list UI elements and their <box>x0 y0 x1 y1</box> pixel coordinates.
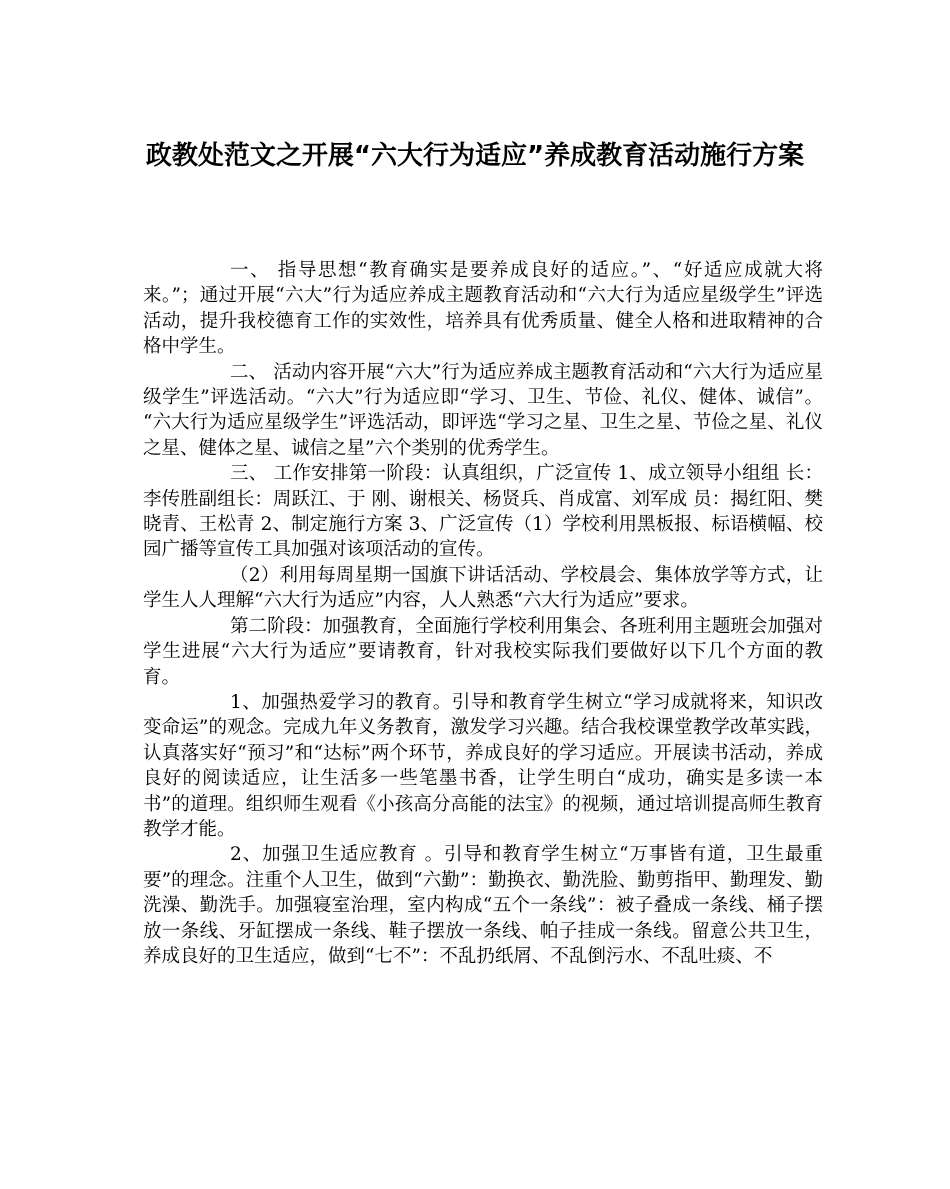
document-title: 政教处范文之开展“六大行为适应”养成教育活动施行方案 <box>145 141 805 171</box>
document-body <box>143 258 823 969</box>
paragraph-hygiene-education: 2、加强卫生适应教育 。引导和教育学生树立“万事皆有道，卫生最重要”的理念。注重个人卫生，做到“六勤”：勤换衣、勤洗脸、勤剪指甲、勤理发、勤洗澡、勤洗手。加强寝室治理，室内构成“五个一条线”：被子叠成一条线、桶子摆放一条线、牙缸摆成一条线、鞋子摆放一条线、帕子挂成一条线。留意公共卫生，养成良好的卫生适应，做到“七不”：不乱扔纸屑、不乱倒污水、不乱吐痰、不 <box>143 844 823 967</box>
paragraph-study-education: 1、加强热爱学习的教育。引导和教育学生树立“学习成就将来，知识改变命运”的观念。完成九年义务教育，激发学习兴趣。结合我校课堂教学改革实践，认真落实好“预习”和“达标”两个环节，养成良好的学习适应。开展读书活动，养成良好的阅读适应，让生活多一些笔墨书香，让学生明白“成功，确实是多读一本书”的道理。组织师生观看《小孩高分高能的法宝》的视频，通过培训提高师生教育教学才能。 <box>143 691 823 840</box>
paragraph-activity-content: 二、 活动内容开展“六大”行为适应养成主题教育活动和“六大行为适应星级学生”评选活动。“六大”行为适应即“学习、卫生、节俭、礼仪、健体、诚信”。 “六大行为适应星级学生”评选活动，即评选“学习之星、卫生之星、节俭之星、礼仪之星、健体之星、诚信之星”六个类别的优秀学生。 <box>143 361 823 459</box>
paragraph-publicity-2: （2）利用每周星期一国旗下讲话活动、学校晨会、集体放学等方式，让学生人人理解“六大行为适应”内容，人人熟悉“六大行为适应”要求。 <box>143 564 823 612</box>
paragraph-phase-two: 第二阶段：加强教育，全面施行学校利用集会、各班利用主题班会加强对学生进展“六大行为适应”要请教育，针对我校实际我们要做好以下几个方面的教育。 <box>143 615 823 688</box>
paragraph-guiding-ideology: 一、 指导思想“教育确实是要养成良好的适应。”、“好适应成就大将来。”；通过开展“六大”行为适应养成主题教育活动和“六大行为适应星级学生”评选活动，提升我校德育工作的实效性，培养具有优秀质量、健全人格和进取精神的合格中学生。 <box>143 260 823 358</box>
paragraph-work-arrangement: 三、 工作安排第一阶段：认真组织，广泛宣传 1、成立领导小组组 长：李传胜副组长：周跃江、于 刚、谢根关、杨贤兵、肖成富、刘军成 员：揭红阳、樊晓青、王松青 2、制定施行方案 3、广泛宣传（1）学校利用黑板报、标语横幅、校园广播等宣传工具加强对该项活动的宣传。 <box>143 463 823 561</box>
